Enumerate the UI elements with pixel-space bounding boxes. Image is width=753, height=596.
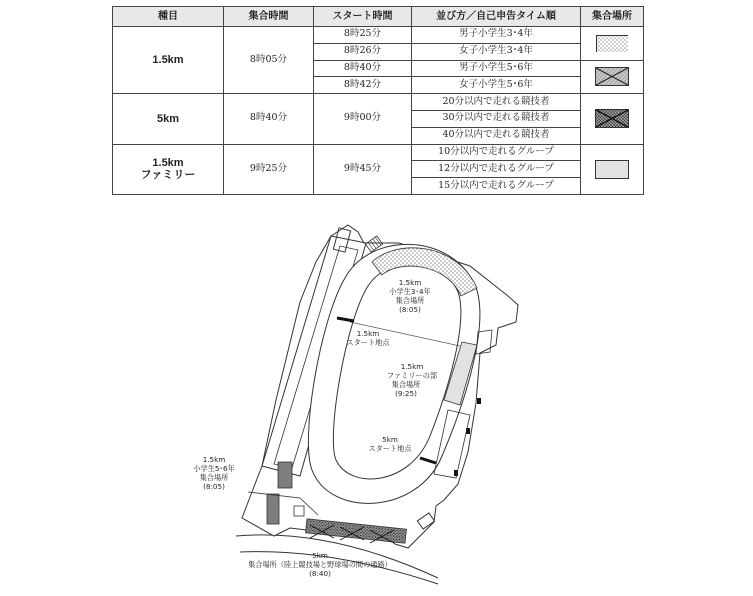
label-line: 小学生3･4年 (389, 287, 431, 296)
order-cell: 20分以内で走れる競技者 (412, 94, 581, 111)
label-line: (8:05) (203, 482, 225, 491)
label-line: (9:25) (395, 389, 417, 398)
label-grade-5-6 (193, 455, 235, 491)
label-line: 集合場所（陸上競技場と野球場の間の通路） (248, 560, 392, 569)
start-time-cell: 8時42分 (314, 77, 412, 94)
header-event: 種目 (113, 7, 224, 27)
area-grade-5-6 (267, 494, 279, 524)
area-grade-5-6 (278, 462, 292, 488)
gather-time-cell: 8時40分 (224, 94, 314, 144)
start-time-cell: 9時45分 (314, 144, 412, 194)
label-line: (8:05) (399, 305, 421, 314)
label-line: 集合場所 (395, 296, 425, 305)
start-time-cell: 8時40分 (314, 60, 412, 77)
order-cell: 女子小学生3･4年 (412, 43, 581, 60)
label-line: 1.5km (400, 362, 424, 371)
order-cell: 15分以内で走れるグループ (412, 178, 581, 195)
order-cell: 男子小学生3･4年 (412, 27, 581, 44)
east-marker (477, 398, 481, 404)
event-subname: ファミリー (140, 169, 196, 182)
start-time-cell: 9時00分 (314, 94, 412, 144)
label-line: スタート地点 (346, 338, 390, 347)
label-line: スタート地点 (368, 444, 412, 453)
start-time-cell: 8時25分 (314, 27, 412, 44)
label-line: 5km (312, 551, 328, 560)
header-order: 並び方／自己申告タイム順 (412, 7, 581, 27)
order-cell: 12分以内で走れるグループ (412, 161, 581, 178)
label-line: (8:40) (309, 569, 331, 578)
label-line: 1.5km (398, 278, 422, 287)
event-name: 1.5km (152, 53, 184, 66)
order-cell: 男子小学生5･6年 (412, 60, 581, 77)
gather-time-cell: 8時05分 (224, 27, 314, 94)
order-cell: 40分以内で走れる競技者 (412, 127, 581, 144)
header-start-time: スタート時間 (314, 7, 412, 27)
label-line: 5km (382, 435, 398, 444)
start-time-cell: 8時26分 (314, 43, 412, 60)
label-line: 集合場所 (391, 380, 421, 389)
event-name: 5km (156, 112, 180, 125)
label-line: 1.5km (356, 329, 380, 338)
label-line: ファミリーの部 (386, 371, 438, 380)
label-line: 集合場所 (199, 473, 229, 482)
event-name: 1.5km (152, 156, 184, 169)
header-place: 集合場所 (581, 7, 644, 27)
order-cell: 女子小学生5･6年 (412, 77, 581, 94)
label-line: 小学生5･6年 (193, 464, 235, 473)
order-cell: 10分以内で走れるグループ (412, 144, 581, 161)
label-5km-gathering (248, 551, 392, 578)
order-cell: 30分以内で走れる競技者 (412, 110, 581, 127)
header-gather-time: 集合時間 (224, 7, 314, 27)
gather-time-cell: 9時25分 (224, 144, 314, 194)
label-line: 1.5km (202, 455, 226, 464)
